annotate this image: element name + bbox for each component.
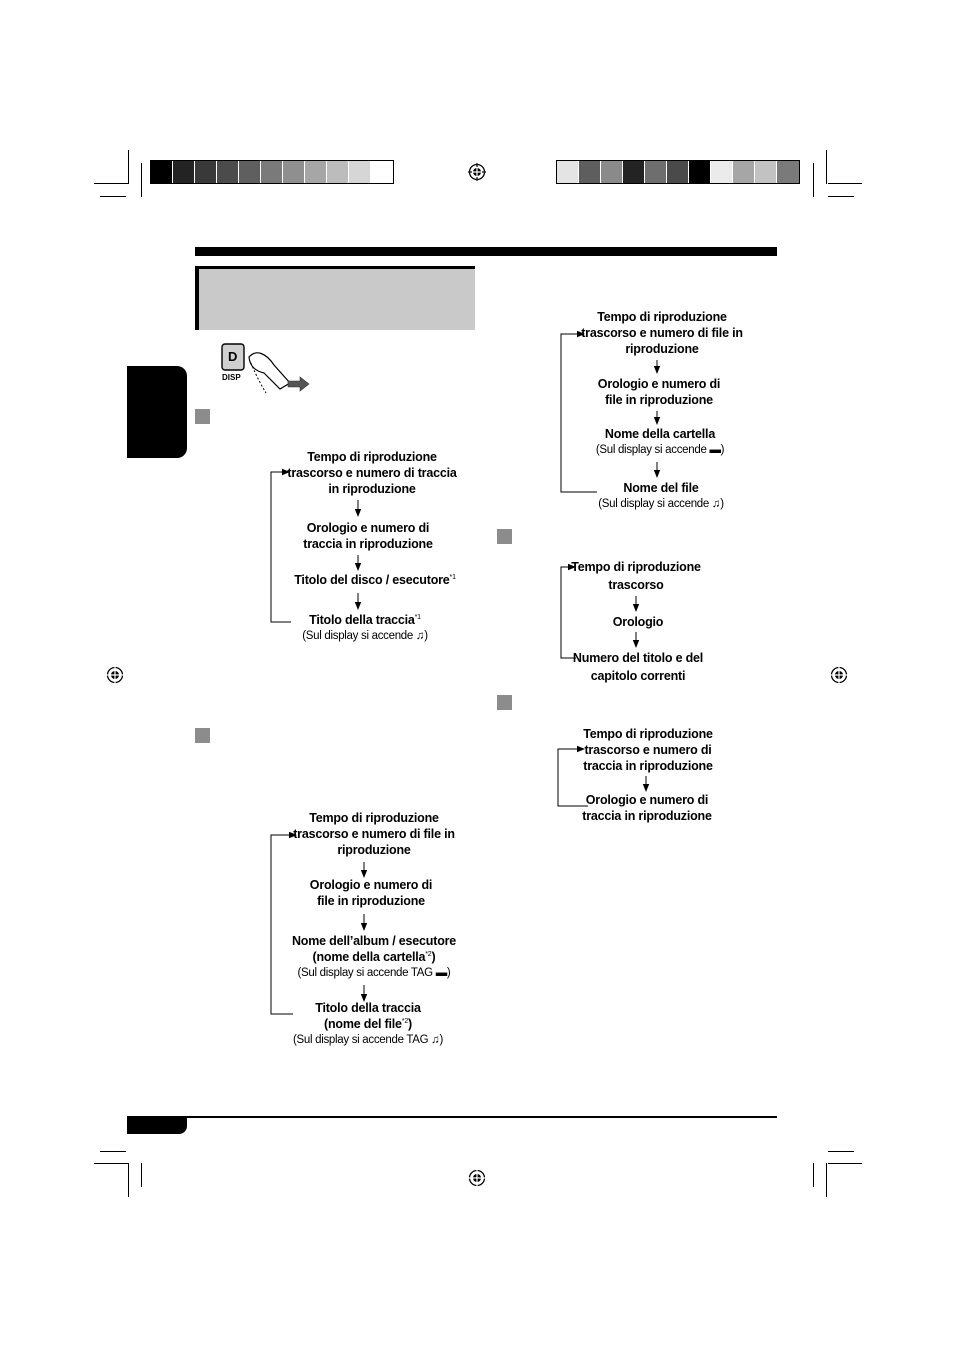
flow-text: Nome del file (623, 481, 699, 495)
flow-text: Tempo di riproduzione (307, 450, 437, 464)
flow-item (613, 614, 663, 630)
flow-subtext: ) (720, 498, 724, 510)
disp-key-label: DISP (222, 373, 241, 382)
flow-text: Nome dell’album / esecutore (291, 934, 457, 948)
flow-text: trascorso e numero di file in (293, 827, 455, 841)
flow-text: Orologio e numero di (597, 377, 721, 391)
flow-item (302, 612, 427, 644)
flow-text: (nome della cartella (312, 950, 426, 964)
flow-item (583, 726, 713, 774)
flow-text: Orologio (612, 615, 664, 629)
music-note-icon: ♫ (711, 498, 721, 510)
flow-item (292, 933, 456, 981)
flow-item (582, 792, 711, 824)
flow-subtext: ) (424, 630, 428, 642)
footnote-mark: *1 (449, 574, 456, 581)
music-note-icon: ♫ (431, 1034, 440, 1046)
flow-text: Numero del titolo e del (572, 651, 704, 665)
flow-text: Tempo di riproduzione (597, 310, 727, 324)
folder-icon: ▬ (435, 967, 447, 979)
flow-item (294, 572, 456, 588)
flow-text: file in riproduzione (605, 393, 713, 407)
flow-text: Tempo di riproduzione (309, 811, 439, 825)
flow-text: Tempo di riproduzione (583, 727, 713, 741)
flow-text: ) (431, 950, 436, 964)
flow-text: file in riproduzione (317, 894, 425, 908)
flow-text: Orologio e numero di (309, 878, 433, 892)
flow-subtext: ) (446, 967, 451, 979)
flow-text: Titolo della traccia (309, 613, 415, 627)
flow-text: (nome del file (324, 1017, 402, 1031)
flow-text: trascorso (608, 578, 664, 592)
flow-text: trascorso e numero di traccia (287, 466, 457, 480)
flow-text: traccia in riproduzione (303, 537, 433, 551)
flow-text: trascorso e numero di file in (581, 326, 743, 340)
flow-item (596, 426, 724, 458)
flow-text: capitolo correnti (590, 669, 686, 683)
flow-item (573, 650, 703, 684)
flow-item (293, 810, 455, 858)
flow-text: in riproduzione (328, 482, 416, 496)
flow-subtext: (Sul display si accende (598, 498, 709, 510)
flow-text: traccia in riproduzione (583, 759, 713, 773)
flow-subtext: (Sul display si accende (302, 630, 413, 642)
flow-subtext: ) (720, 444, 725, 456)
flow-text: Titolo della traccia (315, 1001, 421, 1015)
flow-item (581, 309, 743, 357)
flow-item (310, 877, 432, 909)
flow-subtext: (Sul display si accende (595, 444, 707, 456)
flow-item (598, 480, 723, 512)
flow-text: riproduzione (337, 843, 411, 857)
flow-text: traccia in riproduzione (582, 809, 712, 823)
flow-text: trascorso e numero di (584, 743, 712, 757)
flow-text: Nome della cartella (604, 427, 716, 441)
flow-text: riproduzione (625, 342, 699, 356)
footnote-mark: *2 (425, 951, 432, 958)
flow-text: Orologio e numero di (306, 521, 430, 535)
flow-subtext: ) (439, 1034, 444, 1046)
footnote-mark: *1 (414, 614, 421, 621)
flow-text: Titolo del disco / esecutore (294, 573, 450, 587)
flow-text: Tempo di riproduzione (571, 560, 701, 574)
flow-text: ) (408, 1017, 412, 1031)
flow-text: Orologio e numero di (585, 793, 709, 807)
music-note-icon: ♫ (415, 630, 425, 642)
flow-item (287, 449, 456, 497)
flow-subtext: (Sul display si accende TAG (297, 967, 433, 979)
flow-item (598, 376, 720, 408)
flow-item (293, 1000, 443, 1048)
disp-key-letter: D (228, 349, 238, 364)
flow-item (571, 559, 701, 593)
footnote-mark: *2 (401, 1018, 409, 1025)
flow-subtext: (Sul display si accende TAG (292, 1034, 429, 1046)
folder-icon: ▬ (709, 444, 721, 456)
flow-item (303, 520, 432, 552)
